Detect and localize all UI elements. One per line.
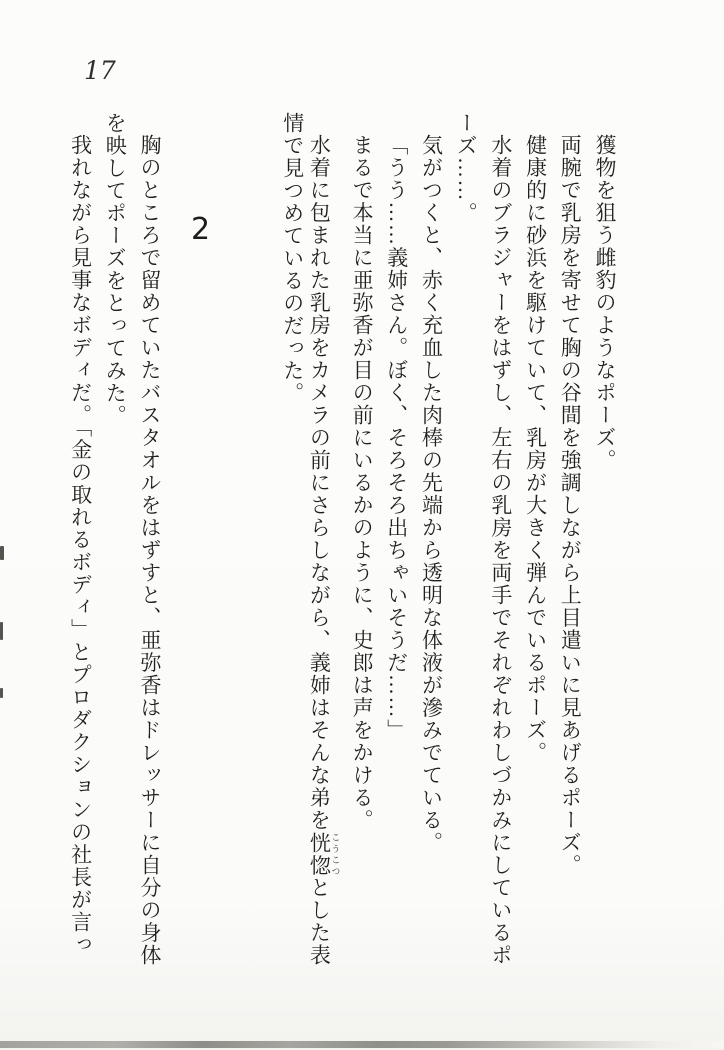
text-column: 水着のブラジャーをはずし、左右の乳房を両手でそれぞれわしづかみにしているポ [488, 134, 513, 967]
text-column: 獲物を狙う雌豹のようなポーズ。 [593, 134, 617, 472]
scan-artifact-mark [0, 688, 3, 698]
page-number: 17 [84, 56, 116, 85]
text-column: まるで本当に亜弥香が目の前にいるかのように、史郎は声をかける。 [350, 134, 375, 832]
text-column: 気がつくと、赤く充血した肉棒の先端から透明な体液が滲みでている。 [419, 134, 444, 854]
page-edge-scan-shadow [0, 1041, 724, 1048]
text-column: 「うう……義姉さん。ぼく、そろそろ出ちゃいそうだ……」 [384, 134, 409, 742]
text-column: 両腕で乳房を寄せて胸の谷間を強調しながら上目遣いに見あげるポーズ。 [558, 134, 583, 877]
scan-artifact-mark [0, 622, 3, 640]
text-column: 我れながら見事なボディだ。「金の取れるボディ」とプロダクションの社長が言っ [68, 134, 93, 956]
text-column: 水着に包まれた乳房をカメラの前にさらしながら、義姉はそんな弟を恍惚 こうこつとした表 [307, 134, 341, 967]
text-column: ーズ……。 [454, 112, 479, 225]
text-column: 胸のところで留めていたバスタオルをはずすと、亜弥香はドレッサーに自分の身体 [138, 134, 162, 967]
text-column: を映してポーズをとってみた。 [103, 112, 128, 427]
text-column: 情で見つめているのだった。 [280, 112, 305, 405]
section-number: 2 [191, 212, 211, 247]
scan-artifact-mark [0, 546, 4, 560]
ruby-annotation: 恍惚 こうこつ [307, 831, 341, 877]
text-column: 健康的に砂浜を駆けていて、乳房が大きく弾んでいるポーズ。 [523, 134, 548, 764]
